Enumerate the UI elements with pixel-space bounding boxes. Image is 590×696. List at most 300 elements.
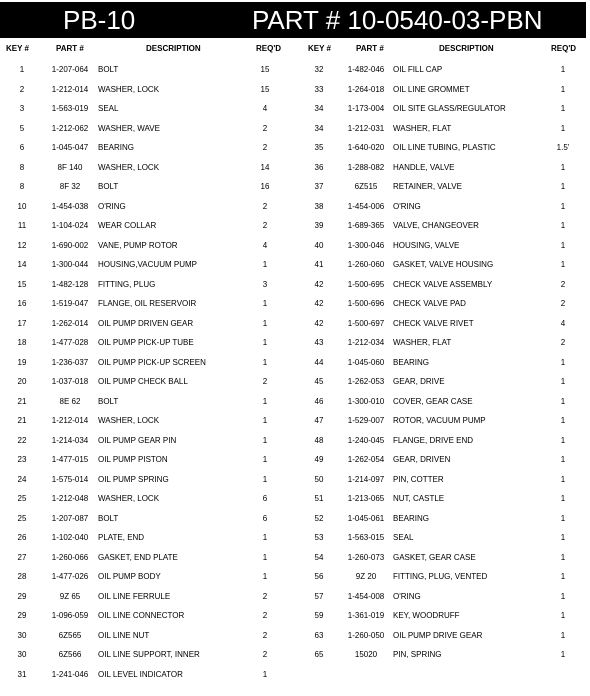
quantity-cell: 1 bbox=[560, 630, 566, 640]
table-row bbox=[0, 529, 290, 549]
description-cell: WASHER, FLAT bbox=[393, 338, 452, 347]
table-row bbox=[0, 81, 290, 101]
key-cell: 63 bbox=[314, 630, 324, 640]
quantity-cell: 1 bbox=[262, 299, 268, 308]
part-number-cell: 1-260-066 bbox=[51, 552, 89, 562]
key-cell: 20 bbox=[17, 377, 27, 386]
description-cell: BEARING bbox=[98, 143, 135, 152]
key-cell: 1 bbox=[19, 65, 25, 74]
description-cell: O'RING bbox=[98, 201, 126, 211]
part-number-cell: 8F 32 bbox=[59, 182, 81, 191]
key-cell: 38 bbox=[314, 201, 324, 211]
table-row bbox=[0, 568, 290, 588]
key-cell: 2 bbox=[19, 84, 25, 94]
description-cell: COVER, GEAR CASE bbox=[393, 396, 473, 406]
description-cell: HANDLE, VALVE bbox=[393, 162, 455, 172]
table-row bbox=[0, 334, 290, 354]
description-cell: OIL LINE TUBING, PLASTIC bbox=[393, 143, 496, 152]
key-cell: 6 bbox=[19, 143, 25, 152]
quantity-cell: 2 bbox=[262, 221, 268, 230]
quantity-cell: 1 bbox=[560, 494, 566, 503]
key-cell: 45 bbox=[314, 377, 324, 386]
quantity-cell: 2 bbox=[262, 611, 268, 620]
key-cell: 46 bbox=[314, 396, 324, 406]
quantity-cell: 2 bbox=[262, 143, 268, 152]
table-row bbox=[0, 276, 290, 296]
description-cell: WASHER, LOCK bbox=[98, 494, 160, 503]
description-cell: OIL LINE GROMMET bbox=[393, 84, 470, 94]
key-cell: 36 bbox=[314, 162, 324, 172]
key-header: KEY # bbox=[308, 44, 331, 53]
quantity-cell: 1 bbox=[560, 357, 566, 367]
table-row bbox=[0, 607, 290, 627]
description-cell: CHECK VALVE ASSEMBLY bbox=[393, 279, 493, 289]
description-header: DESCRIPTION bbox=[146, 44, 201, 53]
part-number-cell: 1-240-045 bbox=[347, 435, 385, 445]
quantity-cell: 1 bbox=[262, 669, 268, 679]
part-number-cell: 1-300-046 bbox=[347, 240, 385, 250]
reqd-header: REQ'D bbox=[551, 44, 577, 53]
part-number-cell: 1-212-014 bbox=[51, 84, 89, 94]
quantity-cell: 2 bbox=[262, 630, 268, 640]
table-row bbox=[295, 198, 585, 218]
part-number-cell: 1-260-060 bbox=[347, 260, 385, 269]
quantity-cell: 1 bbox=[560, 377, 566, 386]
description-cell: O'RING bbox=[393, 591, 421, 601]
description-cell: OIL PUMP PICK-UP SCREEN bbox=[98, 357, 206, 367]
key-cell: 29 bbox=[17, 611, 27, 620]
key-cell: 39 bbox=[314, 221, 324, 230]
part-number-cell: 1-045-047 bbox=[51, 143, 89, 152]
key-cell: 42 bbox=[314, 318, 324, 328]
table-row bbox=[295, 315, 585, 335]
key-cell: 27 bbox=[17, 552, 27, 562]
part-number-cell: 1-262-054 bbox=[347, 455, 385, 464]
key-cell: 34 bbox=[314, 123, 324, 133]
description-cell: OIL PUMP BODY bbox=[98, 572, 161, 581]
part-number: PART # 10-0540-03-PBN bbox=[252, 5, 543, 35]
part-number-cell: 1-096-059 bbox=[51, 611, 89, 620]
key-cell: 44 bbox=[314, 357, 324, 367]
part-number-cell: 1-529-007 bbox=[347, 416, 385, 425]
description-cell: SEAL bbox=[393, 533, 414, 542]
table-row bbox=[0, 646, 290, 666]
table-row bbox=[0, 100, 290, 120]
quantity-cell: 1 bbox=[560, 533, 566, 542]
table-row bbox=[295, 627, 585, 647]
table-row bbox=[0, 588, 290, 608]
part-number-cell: 1-260-050 bbox=[347, 630, 385, 640]
part-number-cell: 8E 62 bbox=[59, 396, 81, 406]
part-number-cell: 6Z566 bbox=[58, 650, 82, 659]
description-cell: WASHER, LOCK bbox=[98, 162, 160, 172]
quantity-cell: 1 bbox=[262, 357, 268, 367]
key-cell: 16 bbox=[17, 299, 27, 308]
description-cell: OIL PUMP SPRING bbox=[98, 474, 169, 484]
quantity-cell: 6 bbox=[262, 494, 268, 503]
part-number-cell: 1-262-053 bbox=[347, 377, 385, 386]
quantity-cell: 16 bbox=[260, 182, 270, 191]
part-number-cell: 1-037-018 bbox=[51, 377, 89, 386]
quantity-cell: 1 bbox=[262, 338, 268, 347]
key-cell: 5 bbox=[19, 123, 25, 133]
part-number-cell: 1-212-034 bbox=[347, 338, 385, 347]
quantity-cell: 1 bbox=[262, 533, 268, 542]
part-number-cell: 9Z 20 bbox=[355, 572, 377, 581]
quantity-cell: 4 bbox=[262, 104, 268, 113]
table-row bbox=[295, 373, 585, 393]
key-cell: 17 bbox=[17, 318, 27, 328]
part-number-cell: 1-477-015 bbox=[51, 455, 89, 464]
key-cell: 52 bbox=[314, 513, 324, 523]
quantity-cell: 1 bbox=[560, 123, 566, 133]
table-row bbox=[0, 256, 290, 276]
quantity-cell: 1 bbox=[560, 572, 566, 581]
description-cell: NUT, CASTLE bbox=[393, 494, 445, 503]
key-cell: 32 bbox=[314, 65, 324, 74]
description-cell: RETAINER, VALVE bbox=[393, 182, 462, 191]
table-row bbox=[295, 549, 585, 569]
key-cell: 25 bbox=[17, 513, 27, 523]
table-row bbox=[295, 295, 585, 315]
table-row bbox=[295, 607, 585, 627]
key-cell: 30 bbox=[17, 630, 27, 640]
key-cell: 18 bbox=[17, 338, 27, 347]
description-cell: OIL LEVEL INDICATOR bbox=[98, 669, 183, 679]
table-row bbox=[295, 61, 585, 81]
table-row bbox=[295, 217, 585, 237]
quantity-cell: 1 bbox=[560, 84, 566, 94]
part-number-cell: 1-236-037 bbox=[51, 357, 89, 367]
part-number-cell: 8F 140 bbox=[57, 162, 83, 172]
table-row bbox=[0, 139, 290, 159]
left-column-header bbox=[0, 44, 295, 58]
part-number-cell: 1-689-365 bbox=[347, 221, 385, 230]
key-cell: 21 bbox=[17, 416, 27, 425]
description-cell: GEAR, DRIVEN bbox=[393, 455, 451, 464]
table-row bbox=[295, 178, 585, 198]
description-cell: OIL LINE SUPPORT, INNER bbox=[98, 650, 200, 659]
part-number-cell: 1-045-061 bbox=[347, 513, 385, 523]
table-row bbox=[295, 237, 585, 257]
description-cell: PIN, SPRING bbox=[393, 650, 442, 659]
key-cell: 54 bbox=[314, 552, 324, 562]
quantity-cell: 1 bbox=[560, 416, 566, 425]
key-cell: 47 bbox=[314, 416, 324, 425]
quantity-cell: 1 bbox=[262, 552, 268, 562]
key-cell: 51 bbox=[314, 494, 324, 503]
part-number-cell: 9Z 65 bbox=[59, 591, 81, 601]
description-cell: VANE, PUMP ROTOR bbox=[98, 240, 178, 250]
quantity-cell: 1 bbox=[262, 455, 268, 464]
description-cell: OIL LINE CONNECTOR bbox=[98, 611, 185, 620]
part-number-cell: 1-262-014 bbox=[51, 318, 89, 328]
part-number-cell: 1-173-004 bbox=[347, 104, 385, 113]
key-cell: 42 bbox=[314, 299, 324, 308]
quantity-cell: 1 bbox=[262, 435, 268, 445]
part-number-cell: 1-207-087 bbox=[51, 513, 89, 523]
quantity-cell: 1 bbox=[560, 162, 566, 172]
description-cell: BEARING bbox=[393, 513, 430, 523]
quantity-cell: 4 bbox=[560, 318, 566, 328]
key-cell: 28 bbox=[17, 572, 27, 581]
right-parts-table bbox=[295, 61, 585, 666]
quantity-cell: 2 bbox=[262, 201, 268, 211]
part-number-cell: 1-212-062 bbox=[51, 123, 89, 133]
part-number-cell: 1-482-046 bbox=[347, 65, 385, 74]
table-row bbox=[0, 217, 290, 237]
table-row bbox=[0, 354, 290, 374]
part-number-cell: 1-519-047 bbox=[51, 299, 89, 308]
description-cell: CHECK VALVE RIVET bbox=[393, 318, 474, 328]
quantity-cell: 15 bbox=[260, 84, 270, 94]
description-cell: ROTOR, VACUUM PUMP bbox=[393, 416, 486, 425]
table-row bbox=[295, 159, 585, 179]
part-number-cell: 1-212-031 bbox=[347, 123, 385, 133]
key-cell: 8 bbox=[19, 182, 25, 191]
description-cell: WASHER, FLAT bbox=[393, 123, 452, 133]
model-name: PB-10 bbox=[63, 5, 136, 35]
part-number-cell: 1-102-040 bbox=[51, 533, 89, 542]
table-row bbox=[0, 412, 290, 432]
part-number-cell: 1-500-696 bbox=[347, 299, 385, 308]
table-row bbox=[295, 81, 585, 101]
table-row bbox=[295, 256, 585, 276]
quantity-cell: 1 bbox=[560, 455, 566, 464]
left-parts-table bbox=[0, 61, 290, 685]
key-cell: 26 bbox=[17, 533, 27, 542]
key-cell: 11 bbox=[17, 221, 27, 230]
part-number-cell: 1-212-014 bbox=[51, 416, 89, 425]
quantity-cell: 1 bbox=[262, 318, 268, 328]
key-cell: 30 bbox=[17, 650, 27, 659]
description-cell: WEAR COLLAR bbox=[98, 221, 157, 230]
quantity-cell: 1 bbox=[560, 650, 566, 659]
quantity-cell: 1 bbox=[262, 396, 268, 406]
part-number-cell: 1-500-697 bbox=[347, 318, 385, 328]
table-row bbox=[295, 471, 585, 491]
part-number-cell: 1-214-097 bbox=[347, 474, 385, 484]
description-cell: OIL LINE NUT bbox=[98, 630, 150, 640]
description-cell: OIL PUMP CHECK BALL bbox=[98, 377, 188, 386]
description-cell: HOUSING,VACUUM PUMP bbox=[98, 260, 197, 269]
table-row bbox=[295, 412, 585, 432]
description-cell: GASKET, VALVE HOUSING bbox=[393, 260, 494, 269]
table-row bbox=[295, 529, 585, 549]
key-cell: 40 bbox=[314, 240, 324, 250]
part-number-cell: 15020 bbox=[354, 650, 378, 659]
table-row bbox=[0, 373, 290, 393]
quantity-cell: 2 bbox=[560, 299, 566, 308]
quantity-cell: 1 bbox=[262, 572, 268, 581]
part-header: PART # bbox=[356, 44, 384, 53]
key-cell: 31 bbox=[17, 669, 27, 679]
quantity-cell: 1 bbox=[560, 182, 566, 191]
description-cell: WASHER, WAVE bbox=[98, 123, 160, 133]
table-row bbox=[0, 120, 290, 140]
quantity-cell: 1 bbox=[560, 396, 566, 406]
quantity-cell: 1 bbox=[560, 591, 566, 601]
key-header: KEY # bbox=[6, 44, 29, 53]
key-cell: 8 bbox=[19, 162, 25, 172]
table-row bbox=[295, 354, 585, 374]
quantity-cell: 1 bbox=[560, 65, 566, 74]
description-cell: PLATE, END bbox=[98, 533, 145, 542]
key-cell: 23 bbox=[17, 455, 27, 464]
table-row bbox=[295, 510, 585, 530]
quantity-cell: 2 bbox=[262, 123, 268, 133]
table-row bbox=[295, 451, 585, 471]
table-row bbox=[0, 510, 290, 530]
key-cell: 57 bbox=[314, 591, 324, 601]
key-cell: 33 bbox=[314, 84, 324, 94]
part-header: PART # bbox=[56, 44, 84, 53]
key-cell: 35 bbox=[314, 143, 324, 152]
table-row bbox=[0, 237, 290, 257]
quantity-cell: 1 bbox=[560, 104, 566, 113]
key-cell: 50 bbox=[314, 474, 324, 484]
table-row bbox=[0, 61, 290, 81]
table-row bbox=[295, 334, 585, 354]
part-number-cell: 1-563-019 bbox=[51, 104, 89, 113]
quantity-cell: 1.5' bbox=[556, 143, 570, 152]
key-cell: 43 bbox=[314, 338, 324, 347]
key-cell: 48 bbox=[314, 435, 324, 445]
quantity-cell: 1 bbox=[262, 416, 268, 425]
part-number-cell: 1-260-073 bbox=[347, 552, 385, 562]
table-row bbox=[0, 432, 290, 452]
description-cell: OIL SITE GLASS/REGULATOR bbox=[393, 104, 506, 113]
key-cell: 29 bbox=[17, 591, 27, 601]
key-cell: 3 bbox=[19, 104, 25, 113]
key-cell: 10 bbox=[17, 201, 27, 211]
quantity-cell: 1 bbox=[560, 260, 566, 269]
table-row bbox=[295, 490, 585, 510]
table-row bbox=[295, 432, 585, 452]
description-cell: SEAL bbox=[98, 104, 119, 113]
description-cell: GASKET, END PLATE bbox=[98, 552, 178, 562]
part-number-cell: 1-045-060 bbox=[347, 357, 385, 367]
description-cell: BOLT bbox=[98, 65, 119, 74]
part-number-cell: 1-640-020 bbox=[347, 143, 385, 152]
part-number-cell: 1-213-065 bbox=[347, 494, 385, 503]
part-number-cell: 1-563-015 bbox=[347, 533, 385, 542]
description-cell: OIL PUMP DRIVE GEAR bbox=[393, 630, 483, 640]
part-number-cell: 1-212-048 bbox=[51, 494, 89, 503]
quantity-cell: 1 bbox=[560, 611, 566, 620]
part-number-cell: 1-575-014 bbox=[51, 474, 89, 484]
key-cell: 42 bbox=[314, 279, 324, 289]
part-number-cell: 1-300-010 bbox=[347, 396, 385, 406]
table-row bbox=[295, 120, 585, 140]
table-row bbox=[295, 139, 585, 159]
quantity-cell: 2 bbox=[560, 338, 566, 347]
part-number-cell: 1-690-002 bbox=[51, 240, 89, 250]
part-number-cell: 1-264-018 bbox=[347, 84, 385, 94]
table-row bbox=[295, 588, 585, 608]
description-cell: BOLT bbox=[98, 182, 119, 191]
table-row bbox=[0, 159, 290, 179]
part-number-cell: 6Z565 bbox=[58, 630, 82, 640]
key-cell: 56 bbox=[314, 572, 324, 581]
description-cell: OIL PUMP GEAR PIN bbox=[98, 435, 177, 445]
description-cell: GEAR, DRIVE bbox=[393, 377, 445, 386]
right-column-header bbox=[295, 44, 590, 58]
key-cell: 49 bbox=[314, 455, 324, 464]
description-cell: BOLT bbox=[98, 513, 119, 523]
key-cell: 53 bbox=[314, 533, 324, 542]
table-row bbox=[295, 393, 585, 413]
quantity-cell: 15 bbox=[260, 65, 270, 74]
part-number-cell: 1-104-024 bbox=[51, 221, 89, 230]
quantity-cell: 1 bbox=[262, 260, 268, 269]
description-cell: O'RING bbox=[393, 201, 421, 211]
key-cell: 19 bbox=[17, 357, 27, 367]
key-cell: 65 bbox=[314, 650, 324, 659]
description-cell: FITTING, PLUG bbox=[98, 279, 156, 289]
quantity-cell: 1 bbox=[262, 474, 268, 484]
description-cell: OIL FILL CAP bbox=[393, 65, 443, 74]
part-number-cell: 1-477-026 bbox=[51, 572, 89, 581]
quantity-cell: 2 bbox=[262, 591, 268, 601]
description-cell: WASHER, LOCK bbox=[98, 84, 160, 94]
quantity-cell: 3 bbox=[262, 279, 268, 289]
key-cell: 15 bbox=[17, 279, 27, 289]
quantity-cell: 14 bbox=[260, 162, 270, 172]
description-cell: HOUSING, VALVE bbox=[393, 240, 460, 250]
description-cell: FLANGE, OIL RESERVOIR bbox=[98, 299, 197, 308]
description-cell: FITTING, PLUG, VENTED bbox=[393, 572, 488, 581]
key-cell: 12 bbox=[17, 240, 27, 250]
table-row bbox=[0, 490, 290, 510]
description-cell: VALVE, CHANGEOVER bbox=[393, 221, 479, 230]
description-cell: OIL PUMP PICK-UP TUBE bbox=[98, 338, 194, 347]
quantity-cell: 4 bbox=[262, 240, 268, 250]
table-row bbox=[0, 549, 290, 569]
quantity-cell: 2 bbox=[262, 650, 268, 659]
part-number-cell: 1-454-006 bbox=[347, 201, 385, 211]
quantity-cell: 2 bbox=[560, 279, 566, 289]
description-cell: FLANGE, DRIVE END bbox=[393, 435, 474, 445]
description-cell: KEY, WOODRUFF bbox=[393, 611, 460, 620]
quantity-cell: 1 bbox=[560, 435, 566, 445]
table-row bbox=[0, 393, 290, 413]
description-cell: OIL PUMP PISTON bbox=[98, 455, 168, 464]
table-row bbox=[0, 198, 290, 218]
description-cell: BEARING bbox=[393, 357, 430, 367]
part-number-cell: 1-477-028 bbox=[51, 338, 89, 347]
table-row bbox=[295, 568, 585, 588]
key-cell: 25 bbox=[17, 494, 27, 503]
quantity-cell: 1 bbox=[560, 221, 566, 230]
key-cell: 34 bbox=[314, 104, 324, 113]
table-row bbox=[0, 627, 290, 647]
table-row bbox=[0, 451, 290, 471]
part-number-cell: 1-207-064 bbox=[51, 65, 89, 74]
title-bar bbox=[0, 2, 586, 38]
part-number-cell: 1-300-044 bbox=[51, 260, 89, 269]
description-cell: OIL PUMP DRIVEN GEAR bbox=[98, 318, 194, 328]
part-number-cell: 1-454-008 bbox=[347, 591, 385, 601]
key-cell: 21 bbox=[17, 396, 27, 406]
key-cell: 37 bbox=[314, 182, 324, 191]
key-cell: 24 bbox=[17, 474, 27, 484]
description-cell: WASHER, LOCK bbox=[98, 416, 160, 425]
part-number-cell: 1-288-082 bbox=[347, 162, 385, 172]
description-cell: BOLT bbox=[98, 396, 119, 406]
table-row bbox=[0, 666, 290, 686]
quantity-cell: 1 bbox=[560, 240, 566, 250]
